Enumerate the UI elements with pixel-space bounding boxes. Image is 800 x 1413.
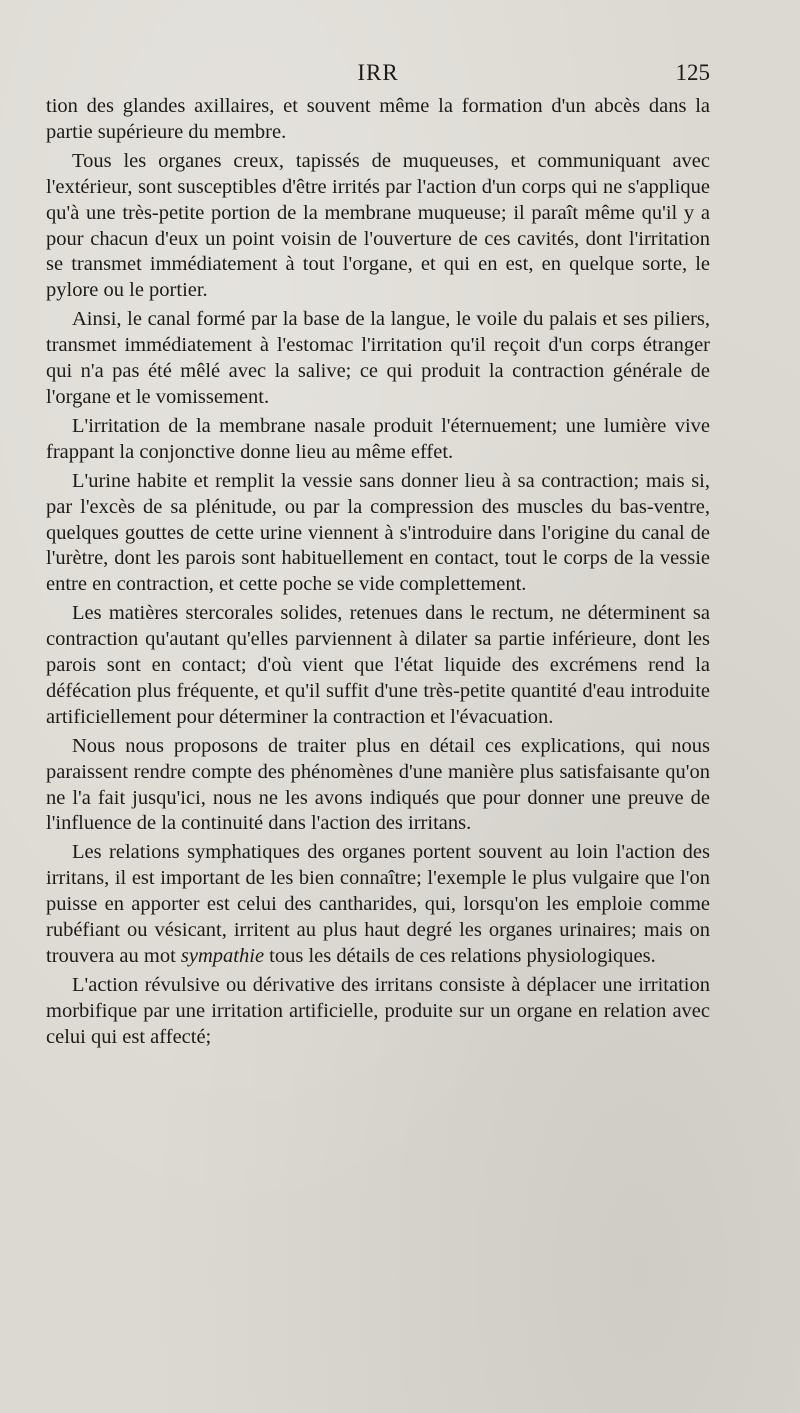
page-header <box>46 60 710 90</box>
paragraph-text: Nous nous proposons de traiter plus en détail ces explications, qui nous paraissent rendre compte des phénomènes d'une manière plus satisfaisante qu'on ne l'a fait jusqu'ici, nous ne les avons indiqués que pour donner une preuve de l'influence de la continuité dans l'action des irritans. <box>46 734 710 835</box>
italic-term: sympathie <box>180 945 265 967</box>
paragraph <box>46 94 710 146</box>
body-text <box>46 94 710 1054</box>
paragraph-text: Tous les organes creux, tapissés de muqueuses, et communiquant avec l'extérieur, sont susceptibles d'être irrités par l'action d'un corps qui ne s'applique qu'à une très-petite portion de la membrane muqueuse; il paraît même qu'il y a pour chacun d'eux un point voisin de l'ouverture de ces cavités, dont l'irritation se transmet immédiatement à tout l'organe, et qui en est, en quelque sorte, le pylore ou le portier. <box>46 149 710 302</box>
paragraph <box>46 734 710 838</box>
paragraph-text: Les matières stercorales solides, retenues dans le rectum, ne déterminent sa contraction qu'autant qu'elles parviennent à dilater sa partie inférieure, dont les parois sont en contact; d'où vient que l'état liquide des excrémens rend la défécation plus fréquente, et qu'il suffit d'une très-petite quantité d'eau introduite artificiellement pour déterminer la contraction et l'évacuation. <box>46 602 710 728</box>
paragraph-text: Les relations symphatiques des organes portent souvent au loin l'action des irritans, il est important de les bien connaître; l'exemple le plus vulgaire que l'on puisse en apporter est celui des cantharides, qui, lorsqu'on les emploie comme rubéfiant ou vésicant, irritent au plus haut degré les organes urinaires; mais on trouvera au mot <box>46 841 710 967</box>
paragraph-text: Ainsi, le canal formé par la base de la langue, le voile du palais et ses piliers, transmet immédiatement à l'estomac l'irritation qu'il reçoit d'un corps étranger qui n'a pas été mêlé avec la salive; ce qui produit la contraction générale de l'organe et le vomissement. <box>46 308 710 408</box>
page-number: 125 <box>675 60 710 85</box>
paragraph-text: tion des glandes axillaires, et souvent même la formation d'un abcès dans la partie supérieure du membre. <box>46 95 710 143</box>
paragraph <box>46 414 710 466</box>
paragraph <box>46 149 710 304</box>
paragraph-text: L'irritation de la membrane nasale produit l'éternuement; une lumière vive frappant la conjonctive donne lieu au même effet. <box>46 414 710 463</box>
paragraph <box>46 601 710 731</box>
paragraph-text: L'action révulsive ou dérivative des irritans consiste à déplacer une irritation morbifique par une irritation artificielle, produite sur un organe en relation avec celui qui est affecté; <box>46 973 710 1048</box>
paragraph-text: L'urine habite et remplit la vessie sans donner lieu à sa contraction; mais si, par l'excès de sa plénitude, ou par la compression des muscles du bas-ventre, quelques gouttes de cette urine viennent à s'introduire dans l'origine du canal de l'urètre, dont les parois sont habituellement en contact, tout le corps de la vessie entre en contraction, et cette poche se vide complettement. <box>46 469 710 596</box>
paragraph <box>46 973 710 1051</box>
paragraph <box>46 307 710 411</box>
paragraph-text: tous les détails de ces relations physiologiques. <box>264 945 656 967</box>
paragraph <box>46 469 710 599</box>
running-head: IRR <box>357 60 399 85</box>
paragraph <box>46 840 710 970</box>
